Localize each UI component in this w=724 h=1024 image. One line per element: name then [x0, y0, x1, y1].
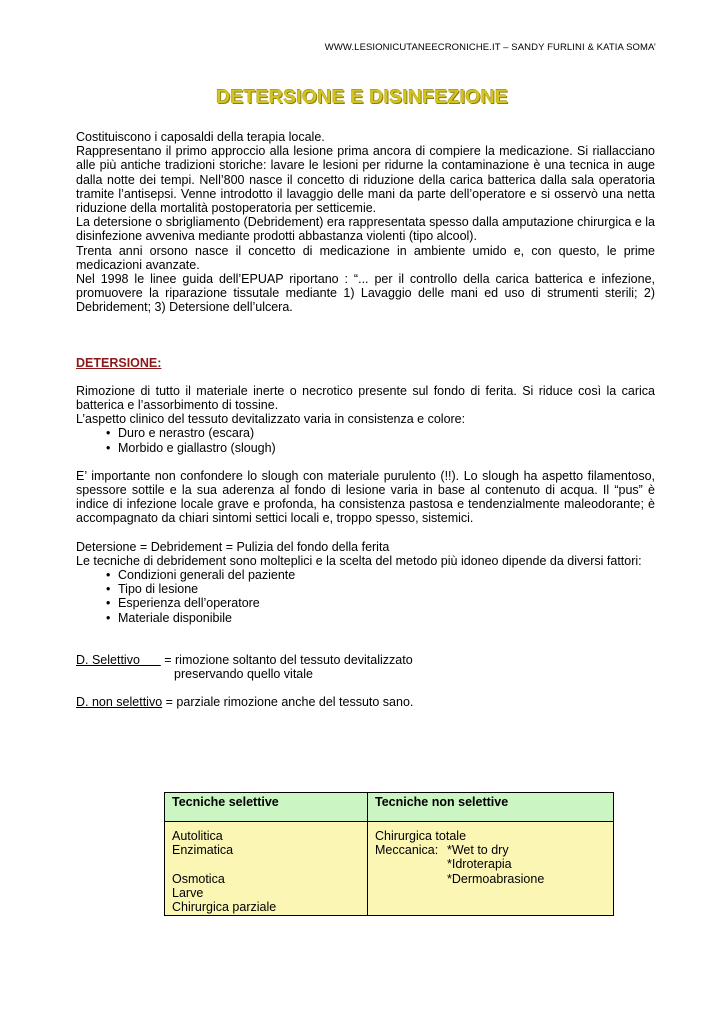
detersione-paragraph: L’aspetto clinico del tessuto devitalizzato varia in consistenza e colore:: [76, 412, 466, 427]
definition-line: Detersione = Debridement = Pulizia del fondo della ferita: [76, 539, 390, 554]
technique-subitem: *Dermoabrasione: [447, 871, 545, 886]
list-item: • Tipo di lesione: [118, 582, 655, 596]
list-item: • Morbido e giallastro (slough): [118, 441, 655, 455]
intro-paragraph: Trenta anni orsono nasce il concetto di medicazione in ambiente umido e, con questo, le prime medicazioni avanzate.: [76, 243, 655, 272]
selettivo-def-continuation: preservando quello vitale: [174, 667, 313, 682]
table-header-selettive: Tecniche selettive: [165, 793, 368, 822]
technique-subitem: *Idroterapia: [447, 857, 512, 872]
detersione-paragraph: Le tecniche di debridement sono molteplici e la scelta del metodo più idoneo dipende da diversi fattori:: [76, 553, 642, 568]
technique-item: Autolitica: [172, 829, 223, 843]
selettivo-definition: [76, 653, 655, 667]
technique-subitem: *Wet to dry: [447, 843, 509, 858]
table-cell-selettive: [165, 822, 368, 916]
document-body: [76, 130, 655, 710]
non-selettivo-term: D. non selettivo: [76, 695, 163, 710]
list-item: • Materiale disponibile: [118, 611, 655, 625]
table-header-non-selettive: Tecniche non selettive: [368, 793, 614, 822]
intro-paragraph: Nel 1998 le linee guida dell’EPUAP riportano : “... per il controllo della carica batterica e infezione, promuovere la riparazione tissutale mediante 1) Lavaggio delle mani ed uso di strumenti sterili; 2) Debridement; 3) Detersione dell’ulcera.: [76, 272, 655, 315]
factors-list: [76, 568, 655, 625]
detersione-paragraph: E’ importante non confondere lo slough con materiale purulento (!!). Lo slough ha aspetto filamentoso, spessore sottile e la sua aderenza al fondo di lesione varia in base al contenuto di acqua. Il “pus” è indice di infezione locale grave e profonda, ha consistenza pastosa e tendenzialmente maleodorante; è accompagnato da chiari sintomi settici locali e, troppo spesso, sistemici.: [76, 468, 655, 526]
technique-item: Chirurgica totale: [375, 829, 467, 843]
tissue-list: [76, 426, 655, 454]
selettivo-def: = rimozione soltanto del tessuto devitalizzato: [164, 652, 413, 667]
table-cell-non-selettive: [368, 822, 614, 916]
page-header: WWW.LESIONICUTANEECRONICHE.IT – SANDY FURLINI & KATIA SOMA’: [324, 42, 656, 53]
technique-item: Larve: [172, 885, 204, 900]
technique-item: Chirurgica parziale: [172, 900, 277, 914]
detersione-paragraph: Rimozione di tutto il materiale inerte o necrotico presente sul fondo di ferita. Si riduce così la carica batterica e l’assorbimento di tossine.: [76, 383, 655, 413]
list-item: • Duro e nerastro (escara): [118, 426, 655, 440]
technique-item: Meccanica:: [375, 843, 439, 858]
intro-paragraph: Rappresentano il primo approccio alla lesione prima ancora di compiere la medicazione. Si riallacciano alle più antiche tradizioni storiche: lavare le lesioni per ridurne la contaminazione è una tecnica in auge dalla notte dei tempi. Nell’800 nasce il concetto di riduzione della carica batterica dalla sala operatoria tramite l’antisepsi. Venne introdotto il lavaggio delle mani da parte dell’operatore e si osservò una netta riduzione della mortalità postoperatoria per setticemie.: [76, 144, 655, 216]
section-heading-detersione: DETERSIONE:: [76, 355, 162, 370]
technique-item: Osmotica: [172, 871, 225, 886]
selettivo-term: D. Selettivo: [76, 652, 140, 667]
technique-item: Enzimatica: [172, 843, 234, 858]
non-selettivo-def: = parziale rimozione anche del tessuto sano.: [165, 695, 414, 710]
intro-paragraph: Costituiscono i caposaldi della terapia locale.: [76, 130, 325, 144]
page-title: DETERSIONE E DISINFEZIONE: [215, 86, 509, 108]
list-item: • Condizioni generali del paziente: [118, 568, 655, 582]
non-selettivo-definition: [76, 695, 655, 709]
list-item: • Esperienza dell’operatore: [118, 596, 655, 610]
techniques-table: [164, 792, 614, 916]
intro-paragraph: La detersione o sbrigliamento (Debridement) era rappresentata spesso dalla amputazione chirurgica e la disinfezione avveniva mediante prodotti abbastanza violenti (tipo alcool).: [76, 215, 655, 244]
